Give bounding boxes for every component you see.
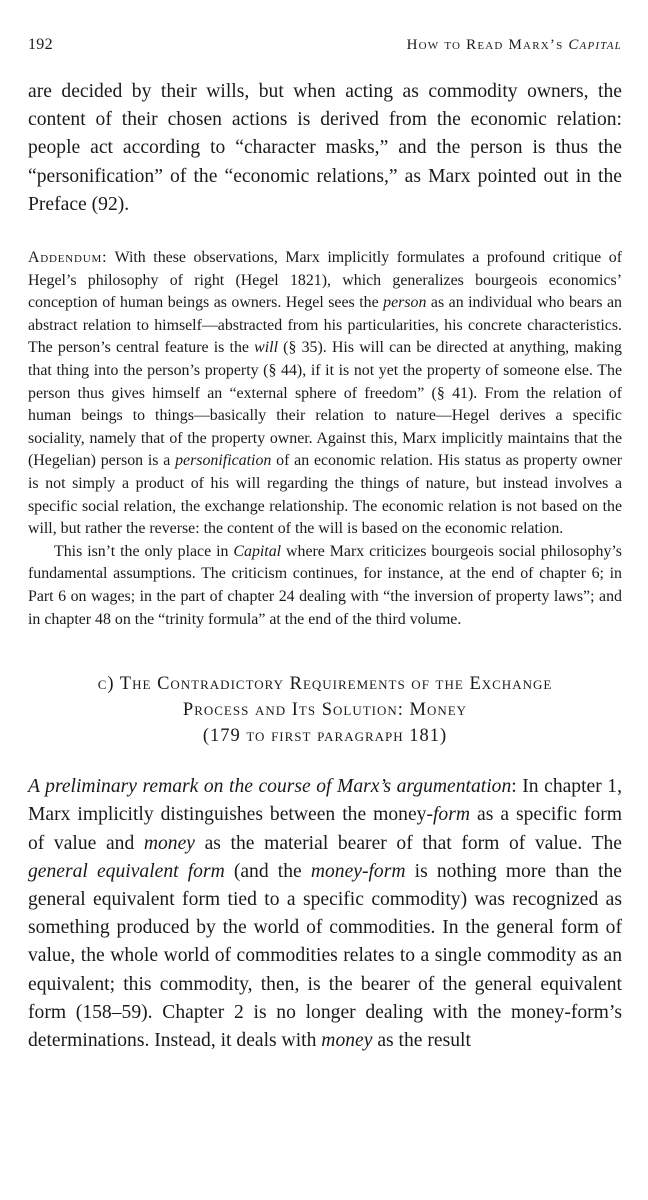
running-title-text: How to Read Marx’s [406, 37, 569, 53]
section-heading-line-2: Process and Its Solution: Money [182, 700, 468, 721]
opening-paragraph [28, 78, 622, 219]
addendum-text: as an individual who bears an abstract relation to himself—abstracted from his particularities, his concrete characteristics. The person’s central feature is the [28, 294, 622, 357]
section-heading-line-1: c) The Contradictory Requirements of the Exchange [97, 674, 553, 695]
main-paragraph-text [28, 773, 622, 1055]
main-text: (and the [224, 860, 311, 882]
emphasis-money-2: money [321, 1029, 373, 1051]
emphasis-general-equivalent-form: general equivalent form [28, 860, 225, 882]
addendum-text: where Marx criticizes bourgeois social philosophy’s fundamental assumptions. The criticism continues, for instance, at the end of chapter 6; in Part 6 on wages; in the part of chapter 24 dealing with “the inversion of property laws”; and in chapter 48 on the “trinity formula” at the end of the third volume. [28, 542, 622, 628]
main-text: is nothing more than the general equivalent form tied to a specific commodity) was recognized as something produced by the world of commodities. In the general form of value, the whole world of commodities relates to a single commodity as an equivalent; this commodity, then, is the bearer of the general equivalent form (158–59). Chapter 2 is no longer dealing with the money-form’s determinations. Instead, it deals with [28, 860, 622, 1051]
main-text: as a specific form of value and [28, 804, 623, 854]
emphasis-money-form: money-form [310, 860, 406, 882]
addendum-text: (§ 35). His will can be directed at anything, making that thing into the person’s property (§ 44), if it is not yet the property of someone else. The person thus gives himself an “external sphere of freedom” (§ 41). From the relation of human beings to things—basically their relation to nature—Hegel derives a specific sociality, namely that of the property owner. Against this, Marx implicitly maintains that the (Hegelian) person is a [28, 339, 622, 470]
main-text: as the result [372, 1029, 471, 1051]
addendum-text: This isn’t the only place in [54, 542, 234, 560]
emphasis-person: person [383, 294, 427, 312]
running-head [28, 36, 622, 62]
emphasis-will: will [254, 339, 278, 357]
addendum-text: With these observations, Marx implicitly formulates a profound critique of Hegel’s philosophy of right (Hegel 1821), which generalizes bourgeois economics’ conception of human beings as owners. Hegel sees the [28, 249, 622, 312]
emphasis-lead: A preliminary remark on the course of Marx’s argumentation [28, 776, 512, 798]
section-heading [28, 671, 622, 749]
addendum-block [28, 247, 622, 631]
running-title [407, 37, 622, 54]
emphasis-capital: Capital [233, 542, 282, 560]
main-paragraph [28, 773, 622, 1055]
addendum-paragraph-1 [28, 247, 622, 541]
addendum-text: of an economic relation. His status as property owner is not simply a product of his will regarding the things of nature, but instead involves a specific social relation, the exchange relationship. The economic relation is not based on the will, but rather the reverse: the content of the will is based on the economic relation. [28, 452, 622, 538]
addendum-label: Addendum: [28, 249, 108, 267]
paragraph-text: are decided by their wills, but when acting as commodity owners, the content of their chosen actions is derived from the economic relation: people act according to “character masks,” and the person is thus the “personification” of the “economic relations,” as Marx pointed out in the Preface (92). [28, 81, 622, 215]
page-number: 192 [28, 36, 53, 53]
emphasis-form: form [432, 804, 471, 826]
addendum-paragraph-2 [28, 541, 622, 631]
section-heading-line-3: (179 to first paragraph 181) [202, 726, 448, 747]
main-text: : In chapter 1, Marx implicitly distinguishes between the money- [28, 776, 622, 826]
main-text: as the material bearer of that form of value. The [195, 832, 622, 854]
emphasis-personification: personification [175, 452, 272, 470]
emphasis-money: money [143, 832, 195, 854]
running-title-italic: Capital [568, 37, 622, 53]
